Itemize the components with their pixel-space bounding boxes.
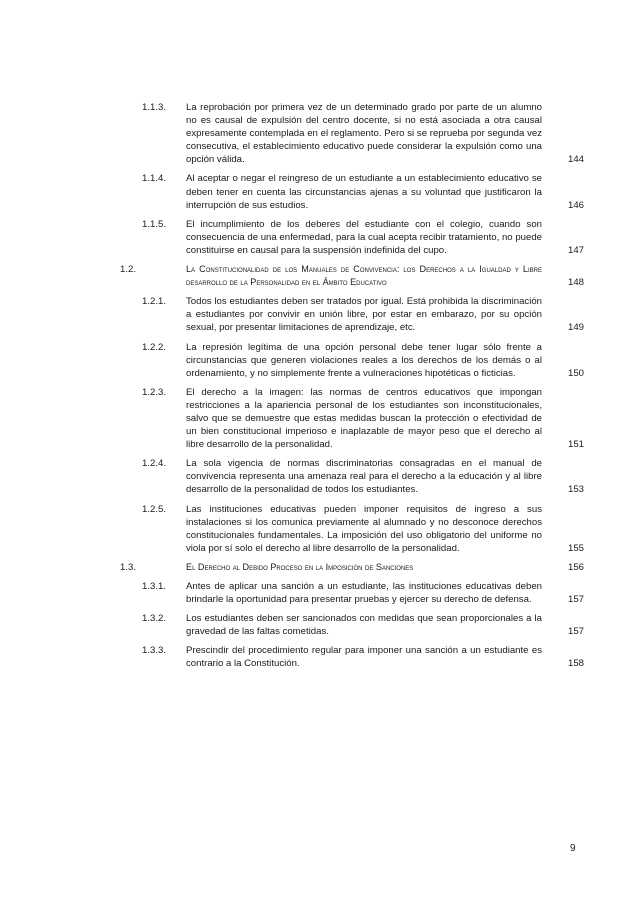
toc-entry-number: 1.1.4. (142, 173, 167, 185)
toc-entry-title: La reprobación por primera vez de un determinado grado por parte de un alumno no es causal de expulsión del centro docente, si no está asociada a otra causal expresamente contemplada en el reglamento. Pero si se reprueba por segunda vez consecutiva, el establecimiento educativo puede considerar la expulsión como una opción válida. (186, 102, 542, 166)
toc-entry-page: 149 (567, 322, 584, 334)
toc-entry (0, 263, 638, 289)
toc-entry-title: El derecho a la imagen: las normas de centros educativos que impongan restricciones a la apariencia personal de los estudiantes son inconstitucionales, salvo que se demuestre que estas medidas buscan la protección o efectividad de un bien constitucional imperioso e inaplazable de mayor peso que el derecho al libre desarrollo de la personalidad. (186, 386, 542, 451)
toc-entry (0, 341, 638, 380)
toc-entry-page: 156 (567, 561, 584, 573)
toc-entry-title: Las instituciones educativas pueden imponer requisitos de ingreso a sus instalaciones si los comunica previamente al alumnado y no desconoce derechos constitucionales fundamentales. La imposición del uso obligatorio del uniforme no viola por sí solo el derecho al libre desarrollo de la personalidad. (186, 503, 542, 554)
toc-entry-page: 151 (567, 439, 584, 451)
toc-entry (0, 612, 638, 638)
page-number: 9 (570, 843, 576, 854)
toc-entry (0, 218, 638, 257)
toc-entry (0, 101, 638, 166)
toc-entry-number: 1.2.4. (142, 458, 167, 470)
toc-entry-title: La represión legítima de una opción personal debe tener lugar sólo frente a circunstancias que generen violaciones reales a los derechos de los demás o al ordenamiento, y no simplemente frente a vulneraciones hipotéticas o ficticias. (186, 341, 542, 379)
toc-entry (0, 503, 638, 555)
toc-entry-title: Al aceptar o negar el reingreso de un estudiante a un establecimiento educativo se deben tener en cuenta las circunstancias ajenas a su voluntad que justificaron la interrupción de sus estudios. (186, 173, 542, 211)
toc-entry-page: 153 (567, 484, 584, 496)
toc-entry (0, 580, 638, 606)
toc-entry-title: El Derecho al Debido Proceso en la Imposición de Sanciones (186, 561, 414, 572)
toc-entry-number: 1.2.1. (142, 296, 167, 308)
toc-entry-number: 1.1.3. (142, 102, 167, 113)
toc-entry-number: 1.3.3. (142, 645, 167, 657)
toc-entry-page: 144 (567, 154, 584, 166)
toc-entry-number: 1.2. (120, 264, 137, 276)
toc-entry-title: Todos los estudiantes deben ser tratados por igual. Está prohibida la discriminación a estudiantes por convivir en unión libre, por estar en embarazo, por su opción sexual, por presentar limitaciones de aprendizaje, etc. (186, 296, 542, 334)
toc-entry-title: La Constitucionalidad de los Manuales de Convivencia: los Derechos a la Igualdad y Libre desarrollo de la Personalidad en el Ámbito Educativo (186, 264, 542, 288)
toc-entry-page: 148 (567, 277, 584, 289)
toc-entry-title: La sola vigencia de normas discriminatorias consagradas en el manual de convivencia representa una amenaza real para el derecho a la educación y al libre desarrollo de la personalidad de todos los estudiantes. (186, 458, 542, 496)
toc-entry-page: 157 (567, 594, 584, 606)
toc-entry-title: Antes de aplicar una sanción a un estudiante, las instituciones educativas deben brindarle la oportunidad para presentar pruebas y ejercer su derecho de defensa. (186, 581, 542, 606)
toc-entry-number: 1.1.5. (142, 218, 167, 230)
toc-entry-page: 157 (567, 626, 584, 638)
table-of-contents (0, 101, 638, 677)
toc-entry-title: El incumplimiento de los deberes del estudiante con el colegio, cuando son consecuencia de una enfermedad, para la cual acepta recibir tratamiento, no puede constituirse en causal para la suspensión indefinida del cupo. (186, 218, 542, 256)
toc-entry-number: 1.2.5. (142, 503, 167, 515)
toc-entry-title: Prescindir del procedimiento regular para imponer una sanción a un estudiante es contrario a la Constitución. (186, 645, 542, 670)
toc-entry-number: 1.2.2. (142, 341, 167, 353)
toc-entry-page: 147 (567, 244, 584, 256)
toc-entry-page: 150 (567, 367, 584, 379)
toc-entry-page: 146 (567, 199, 584, 211)
toc-entry-page: 155 (567, 542, 584, 554)
toc-entry-number: 1.3. (120, 561, 137, 573)
toc-entry-number: 1.3.1. (142, 581, 167, 592)
toc-entry (0, 386, 638, 451)
toc-entry (0, 457, 638, 496)
toc-entry-number: 1.2.3. (142, 386, 167, 398)
toc-entry (0, 644, 638, 670)
toc-entry-title: Los estudiantes deben ser sancionados con medidas que sean proporcionales a la gravedad de las faltas cometidas. (186, 613, 542, 638)
toc-entry-number: 1.3.2. (142, 613, 167, 625)
toc-entry-page: 158 (567, 658, 584, 670)
toc-entry (0, 295, 638, 334)
toc-entry (0, 172, 638, 211)
toc-entry (0, 561, 638, 574)
